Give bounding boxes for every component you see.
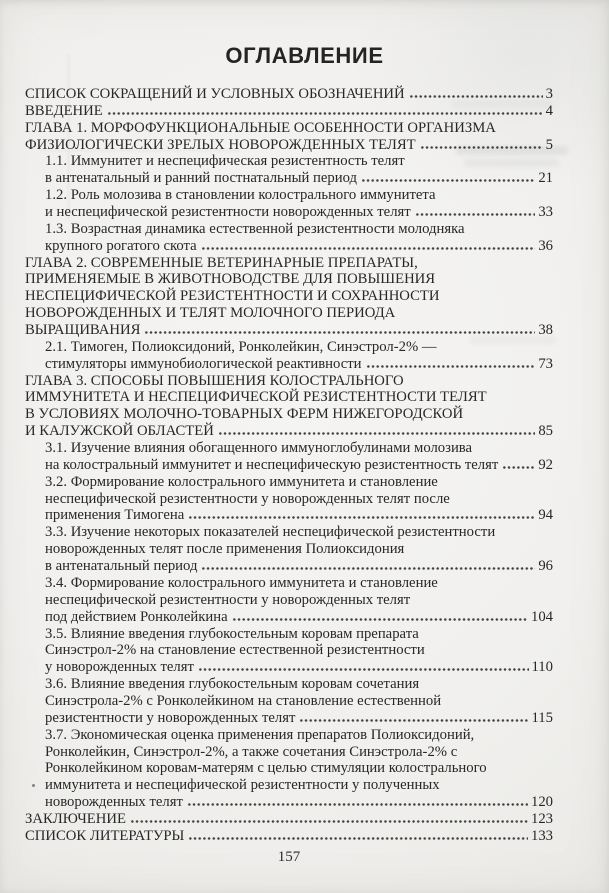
toc-entry-text: Синэстрола-2% с Ронколейкином на становление естественной <box>45 692 442 709</box>
toc-entry-line <box>45 356 553 373</box>
toc-list <box>25 86 553 845</box>
toc-entry <box>25 474 553 525</box>
toc-entry-text: неспецифической резистентности у новорожденных телят <box>45 591 411 608</box>
toc-entry-text: 3.3. Изучение некоторых показателей неспецифической резистентности <box>45 524 496 541</box>
toc-entry-line <box>45 187 553 204</box>
dotted-leader <box>187 795 528 806</box>
toc-entry <box>25 727 553 811</box>
toc-entry <box>25 575 553 626</box>
toc-entry-line <box>25 86 553 103</box>
dotted-leader <box>415 205 536 216</box>
toc-entry-text: в антенатальный и ранний постнатальный период <box>45 170 357 187</box>
toc-entry-line <box>45 440 553 457</box>
toc-page-number: 94 <box>538 507 553 524</box>
toc-entry-line <box>25 271 553 288</box>
toc-entry-text: 2.1. Тимоген, Полиоксидоний, Ронколейкин, Синэстрол-2% — <box>45 338 437 355</box>
toc-entry-line <box>45 744 553 761</box>
toc-entry-text: и неспецифической резистентности новорожденных телят <box>45 204 411 221</box>
toc-entry-line <box>25 406 553 423</box>
dotted-leader <box>130 812 528 823</box>
toc-entry-text: НЕСПЕЦИФИЧЕСКОЙ РЕЗИСТЕНТНОСТИ И СОХРАННОСТИ <box>25 288 440 305</box>
dotted-leader <box>144 323 535 334</box>
toc-entry-text: Синэстрол-2% на становление естественной резистентности <box>45 642 425 659</box>
toc-entry-text: ВВЕДЕНИЕ <box>25 102 103 119</box>
toc-entry-text: 3.4. Формирование колострального иммунитета и становление <box>45 574 438 591</box>
toc-entry <box>25 187 553 221</box>
toc-entry-line <box>45 491 553 508</box>
toc-entry-line <box>25 288 553 305</box>
toc-entry-line <box>25 373 553 390</box>
toc-page-number: 110 <box>531 659 553 676</box>
toc-entry-text: 3.1. Изучение влияния обогащенного иммуноглобулинами молозива <box>45 440 473 457</box>
dotted-leader <box>409 87 543 98</box>
toc-entry-text: новорожденных телят после применения Полиоксидония <box>45 541 405 558</box>
toc-entry-line <box>25 423 553 440</box>
toc-entry-line <box>45 507 553 524</box>
toc-entry-line <box>45 609 553 626</box>
toc-page-number: 115 <box>531 709 553 726</box>
toc-entry-line <box>45 676 553 693</box>
toc-entry-text: у новорожденных телят <box>45 659 194 676</box>
toc-entry-line <box>25 255 553 272</box>
toc-entry-line <box>25 103 553 120</box>
toc-entry-line <box>45 777 553 794</box>
toc-entry-line <box>25 389 553 406</box>
page-title: ОГЛАВЛЕНИЕ <box>225 43 384 68</box>
toc-page-number: 133 <box>530 827 553 844</box>
toc-entry-text: на колостральный иммунитет и неспецифическую резистентность телят <box>45 456 499 473</box>
toc-entry-line <box>45 238 553 255</box>
toc-entry <box>25 221 553 255</box>
toc-entry-text: новорожденных телят <box>45 794 183 811</box>
toc-entry-text: ГЛАВА 1. МОРФОФУНКЦИОНАЛЬНЫЕ ОСОБЕННОСТИ ОРГАНИЗМА <box>25 119 496 136</box>
toc-entry-text: ВЫРАЩИВАНИЯ <box>25 322 141 339</box>
toc-entry <box>25 440 553 474</box>
toc-entry <box>25 103 553 120</box>
toc-entry-text: неспецифической резистентности у новорожденных телят после <box>45 490 450 507</box>
toc-page-number: 92 <box>538 456 553 473</box>
dotted-leader <box>232 610 528 621</box>
toc-entry-line <box>45 170 553 187</box>
toc-entry-line <box>45 710 553 727</box>
toc-entry-line <box>45 457 553 474</box>
toc-entry <box>25 676 553 727</box>
toc-entry-line <box>45 221 553 238</box>
toc-page-number: 123 <box>530 810 553 827</box>
toc-entry-text: ИММУНИТЕТА И НЕСПЕЦИФИЧЕСКОЙ РЕЗИСТЕНТНОСТИ ТЕЛЯТ <box>25 389 487 406</box>
dotted-leader <box>188 829 528 840</box>
dotted-leader <box>366 357 536 368</box>
toc-entry <box>25 373 553 440</box>
toc-entry-line <box>45 558 553 575</box>
toc-entry-text: ЗАКЛЮЧЕНИЕ <box>25 810 126 827</box>
toc-entry-line <box>25 828 553 845</box>
toc-entry-text: 3.2. Формирование колострального иммунитета и становление <box>45 473 438 490</box>
toc-entry <box>25 86 553 103</box>
toc-page-number: 104 <box>530 608 553 625</box>
toc-entry-line <box>25 811 553 828</box>
toc-entry <box>25 339 553 373</box>
toc-entry-line <box>45 760 553 777</box>
toc-entry <box>25 626 553 677</box>
toc-entry-line <box>45 575 553 592</box>
toc-entry-text: 3.7. Экономическая оценка применения препаратов Полиоксидоний, <box>45 726 475 743</box>
toc-entry-text: НОВОРОЖДЕННЫХ И ТЕЛЯТ МОЛОЧНОГО ПЕРИОДА <box>25 305 396 322</box>
toc-entry-text: ФИЗИОЛОГИЧЕСКИ ЗРЕЛЫХ НОВОРОЖДЕННЫХ ТЕЛЯТ <box>25 136 416 153</box>
toc-entry-text: иммунитета и неспецифической резистентности у полученных <box>45 777 440 794</box>
toc-page-number: 96 <box>538 558 553 575</box>
toc-entry-text: Ронколейкин, Синэстрол-2%, а также сочетания Синэстрола-2% с <box>45 743 458 760</box>
toc-page-number: 36 <box>538 237 553 254</box>
toc-entry-line <box>45 727 553 744</box>
toc-entry-line <box>45 642 553 659</box>
toc-entry-line <box>25 120 553 137</box>
toc-page-number: 3 <box>545 86 553 102</box>
toc-entry-text: ГЛАВА 2. СОВРЕМЕННЫЕ ВЕТЕРИНАРНЫЕ ПРЕПАРАТЫ, <box>25 254 418 271</box>
toc-entry-line <box>25 137 553 154</box>
dotted-leader <box>502 458 535 469</box>
toc-entry-text: под действием Ронколейкина <box>45 608 228 625</box>
toc-entry-line <box>45 693 553 710</box>
toc-entry-line <box>45 474 553 491</box>
toc-entry <box>25 811 553 828</box>
toc-entry <box>25 153 553 187</box>
toc-entry-line <box>25 322 553 339</box>
toc-entry-text: 3.5. Влияние введения глубокостельным коровам препарата <box>45 625 419 642</box>
toc-page-number: 4 <box>545 102 553 119</box>
toc-entry-text: резистентности у новорожденных телят <box>45 709 296 726</box>
dotted-leader <box>198 660 529 671</box>
toc-entry-line <box>45 626 553 643</box>
toc-entry-line <box>45 541 553 558</box>
toc-entry-line <box>45 592 553 609</box>
toc-entry-line <box>45 524 553 541</box>
toc-entry-text: применения Тимогена <box>45 507 185 524</box>
toc-entry-line <box>45 659 553 676</box>
toc-entry-text: СПИСОК ЛИТЕРАТУРЫ <box>25 827 185 844</box>
toc-page-number: 73 <box>538 355 553 372</box>
dotted-leader <box>299 711 528 722</box>
toc-page-number: 5 <box>545 136 553 153</box>
toc-entry <box>25 524 553 575</box>
dotted-leader <box>361 171 535 182</box>
dotted-leader <box>218 424 536 435</box>
toc-entry-text: 1.3. Возрастная динамика естественной резистентности молодняка <box>45 220 465 237</box>
toc-entry-text: 1.2. Роль молозива в становлении колострального иммунитета <box>45 187 436 204</box>
dotted-leader <box>107 104 543 115</box>
toc-entry-text: ПРИМЕНЯЕМЫЕ В ЖИВОТНОВОДСТВЕ ДЛЯ ПОВЫШЕНИЯ <box>25 271 436 288</box>
toc-page-number: 38 <box>538 322 553 339</box>
toc-entry-text: СПИСОК СОКРАЩЕНИЙ И УСЛОВНЫХ ОБОЗНАЧЕНИЙ <box>25 86 405 102</box>
toc-page-number: 21 <box>538 170 553 187</box>
dotted-leader <box>201 559 535 570</box>
dotted-leader <box>201 239 536 250</box>
toc-page-number: 33 <box>538 204 553 221</box>
dotted-leader <box>420 138 543 149</box>
toc-entry <box>25 255 553 339</box>
toc-entry-text: Ронколейкином коровам-матерям с целью стимуляции колострального <box>45 760 487 777</box>
toc-entry-line <box>45 204 553 221</box>
toc-entry-line <box>45 339 553 356</box>
toc-entry <box>25 120 553 154</box>
dotted-leader <box>188 508 535 519</box>
toc-entry-text: стимуляторы иммунобиологической реактивности <box>45 355 362 372</box>
toc-entry-line <box>45 153 553 170</box>
toc-entry <box>25 828 553 845</box>
toc-entry-text: ГЛАВА 3. СПОСОБЫ ПОВЫШЕНИЯ КОЛОСТРАЛЬНОГО <box>25 372 404 389</box>
toc-entry-line <box>25 305 553 322</box>
footer-page-number: 157 <box>277 849 301 865</box>
toc-page-number: 85 <box>538 423 553 440</box>
toc-entry-text: 3.6. Влияние введения глубокостельным коровам сочетания <box>45 676 420 693</box>
toc-entry-text: В УСЛОВИЯХ МОЛОЧНО-ТОВАРНЫХ ФЕРМ НИЖЕГОРОДСКОЙ <box>25 406 464 423</box>
toc-entry-text: И КАЛУЖСКОЙ ОБЛАСТЕЙ <box>25 423 214 440</box>
toc-page-number: 120 <box>530 794 553 811</box>
toc-entry-text: 1.1. Иммунитет и неспецифическая резистентность телят <box>45 153 405 170</box>
toc-entry-text: в антенатальный период <box>45 558 198 575</box>
toc-entry-line <box>45 794 553 811</box>
toc-entry-text: крупного рогатого скота <box>45 237 197 254</box>
